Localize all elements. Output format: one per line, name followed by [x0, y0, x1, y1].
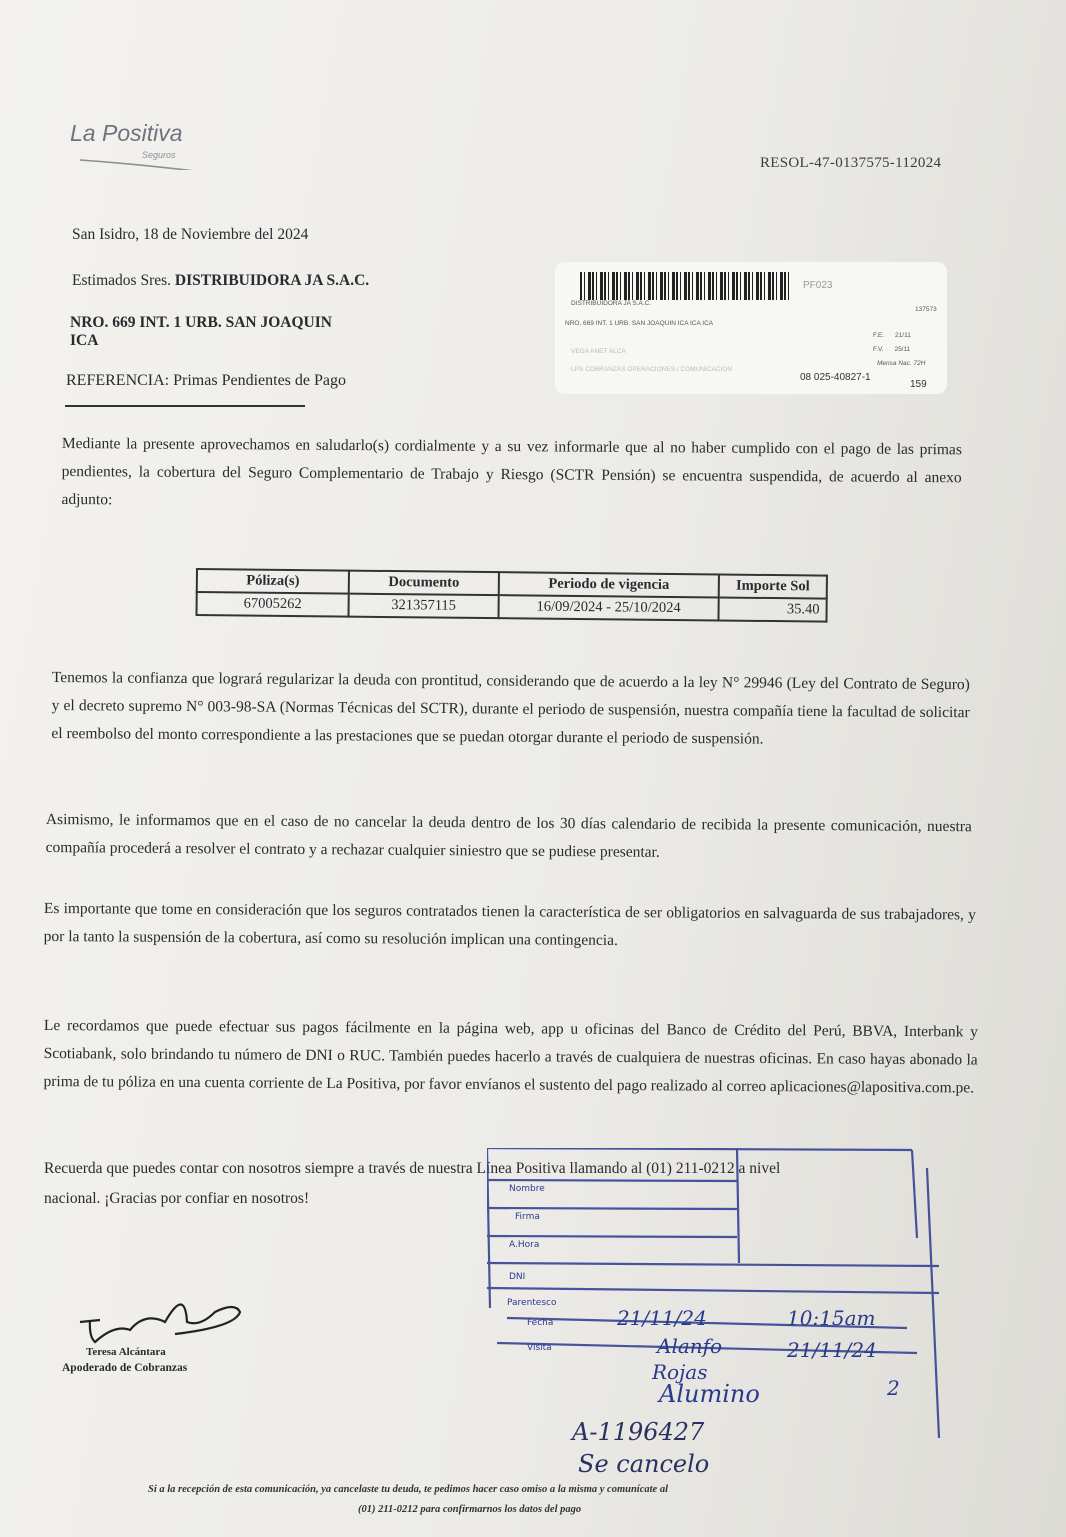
label-line-1: DISTRIBUIDORA JA S.A.C. [571, 300, 652, 307]
paragraph-5-line-2: nacional. ¡Gracias por confiar en nosotros! [44, 1190, 310, 1207]
header-periodo: Periodo de vigencia [499, 572, 719, 597]
address-line-2: ICA [70, 332, 99, 349]
stamp-hw-name-1: Alanfo [657, 1334, 723, 1358]
cell-documento: 321357115 [348, 594, 498, 619]
stamp-hw-name-2: Rojas [652, 1360, 708, 1384]
policy-table [195, 568, 827, 623]
brand-name: La Positiva [70, 120, 183, 146]
greeting-prefix: Estimados Sres. [72, 272, 172, 289]
date-line: San Isidro, 18 de Noviembre del 2024 [72, 226, 309, 243]
stamp-hw-date-1: 21/11/24 [617, 1306, 707, 1330]
footer-line-2: (01) 211-0212 para confirmarnos los datos del pago [358, 1504, 582, 1515]
mailing-label [555, 262, 947, 394]
label-tracking-no: 159 [910, 379, 927, 390]
brand-swoosh-icon [78, 150, 208, 170]
paragraph-4: Le recordamos que puede efectuar sus pagos fácilmente en la página web, app u oficinas del Banco de Crédito del Perú, BBVA, Interbank y Scotiabank, solo brindando tu número de DNI o RUC. También puedes hacerlo a través de cualquiera de nuestras oficinas. En caso hayas abonado la prima de tu póliza en una cuenta corriente de La Positiva, por favor envíanos el sustento del pago realizado al correo aplicaciones@lapositiva.com.pe. [43, 1016, 978, 1097]
reference-underline [65, 405, 305, 407]
intro-paragraph: Mediante la presente aprovechamos en saludarlo(s) cordialmente y a su vez informarle que al no haber cumplido con el pago de las primas pendientes, la cobertura del Seguro Complementario de Trabajo y Riesgo (SCTR Pensión) se encuentra suspendida, de acuerdo al anexo adjunto: [61, 434, 962, 509]
barcode-icon [580, 272, 790, 300]
signatory-title: Apoderado de Cobranzas [62, 1362, 188, 1374]
stamp-field-parentesco: Parentesco [507, 1298, 557, 1308]
stamp-field-visita: Visita [527, 1343, 552, 1353]
paragraph-2: Asimismo, le informamos que en el caso de no cancelar la deuda dentro de los 30 días calendario de recibida la presente comunicación, nuestra compañía procederá a resolver el contrato y a rechazar cualquier siniestro que se pudiese presentar. [45, 810, 972, 861]
paragraph-5-line-1: Recuerda que puedes contar con nosotros siempre a través de nuestra Línea Positiva llamando al (01) 211-0212 a nivel [44, 1160, 781, 1177]
reference-label: REFERENCIA: [66, 372, 170, 389]
stamp-hw-time: 10:15am [787, 1306, 876, 1330]
handwritten-code: A-1196427 [572, 1418, 705, 1446]
brand-subtitle: Seguros [142, 150, 176, 160]
barcode-tag: PF023 [803, 280, 833, 291]
address-line-1: NRO. 669 INT. 1 URB. SAN JOAQUIN [70, 314, 332, 331]
stamp-hw-name-3: Alumino [659, 1380, 760, 1408]
header-poliza: Póliza(s) [197, 569, 349, 594]
reference-line [66, 372, 346, 390]
stamp-field-dni: DNI [509, 1272, 526, 1282]
label-zone: Mensa Nac. 72H [877, 360, 926, 367]
stamp-hw-date-2: 21/11/24 [787, 1338, 877, 1362]
greeting-line [72, 272, 369, 290]
stamp-hw-number: 2 [887, 1376, 900, 1400]
cell-periodo: 16/09/2024 - 25/10/2024 [498, 595, 718, 620]
footer-line-1: Si a la recepción de esta comunicación, ya cancelaste tu deuda, te pedimos hacer caso omiso a la misma y comunícate al [148, 1484, 668, 1495]
paragraph-3: Es importante que tome en consideración que los seguros contratados tienen la característica de ser obligatorios en salvaguarda de sus trabajadores, y por la tanto la suspensión de la cobertura, así como su resolución implican una contingencia. [43, 899, 976, 950]
handwritten-note: Se cancelo [578, 1450, 710, 1478]
cell-importe: 35.40 [718, 597, 826, 621]
signature-icon [75, 1282, 250, 1352]
label-line-2: NRO. 669 INT. 1 URB. SAN JOAQUIN ICA ICA ICA [565, 320, 714, 327]
reference-value: Primas Pendientes de Pago [173, 372, 346, 389]
label-fe: F.E. 21/11 [873, 332, 911, 339]
brand-logo [70, 120, 210, 180]
header-documento: Documento [349, 571, 499, 596]
stamp-field-fecha: Fecha [527, 1318, 554, 1328]
stamp-field-firma: Firma [515, 1212, 540, 1222]
recipient-name: DISTRIBUIDORA JA S.A.C. [174, 272, 370, 289]
header-importe: Importe Sol [719, 574, 827, 598]
cell-poliza: 67005262 [197, 592, 349, 617]
label-tracking: 08 025-40827-1 [800, 372, 871, 383]
label-fv: F.V. 25/11 [873, 346, 911, 353]
reception-stamp [487, 1148, 942, 1448]
reference-code: RESOL-47-0137575-112024 [760, 155, 942, 171]
paragraph-1: Tenemos la confianza que logrará regularizar la deuda con prontitud, considerando que de acuerdo a la ley N° 29946 (Ley del Contrato de Seguro) y el decreto supremo N° 003-98-SA (Normas Técnicas del SCTR), durante el periodo de suspensión, nuestra compañía tiene la facultad de solicitar el reembolso del monto correspondiente a las prestaciones que se puedan otorgar durante el periodo de suspensión. [51, 668, 970, 748]
label-faint-2: LPS COBRANZAS OPERACIONES / COMUNICACION [571, 366, 733, 373]
label-faint-1: VEGA ANET ALCA [571, 348, 626, 355]
stamp-field-hora: A.Hora [509, 1240, 540, 1250]
label-code-right: 137573 [915, 306, 937, 313]
stamp-field-nombre: Nombre [509, 1184, 545, 1194]
signatory-name: Teresa Alcántara [86, 1346, 166, 1358]
